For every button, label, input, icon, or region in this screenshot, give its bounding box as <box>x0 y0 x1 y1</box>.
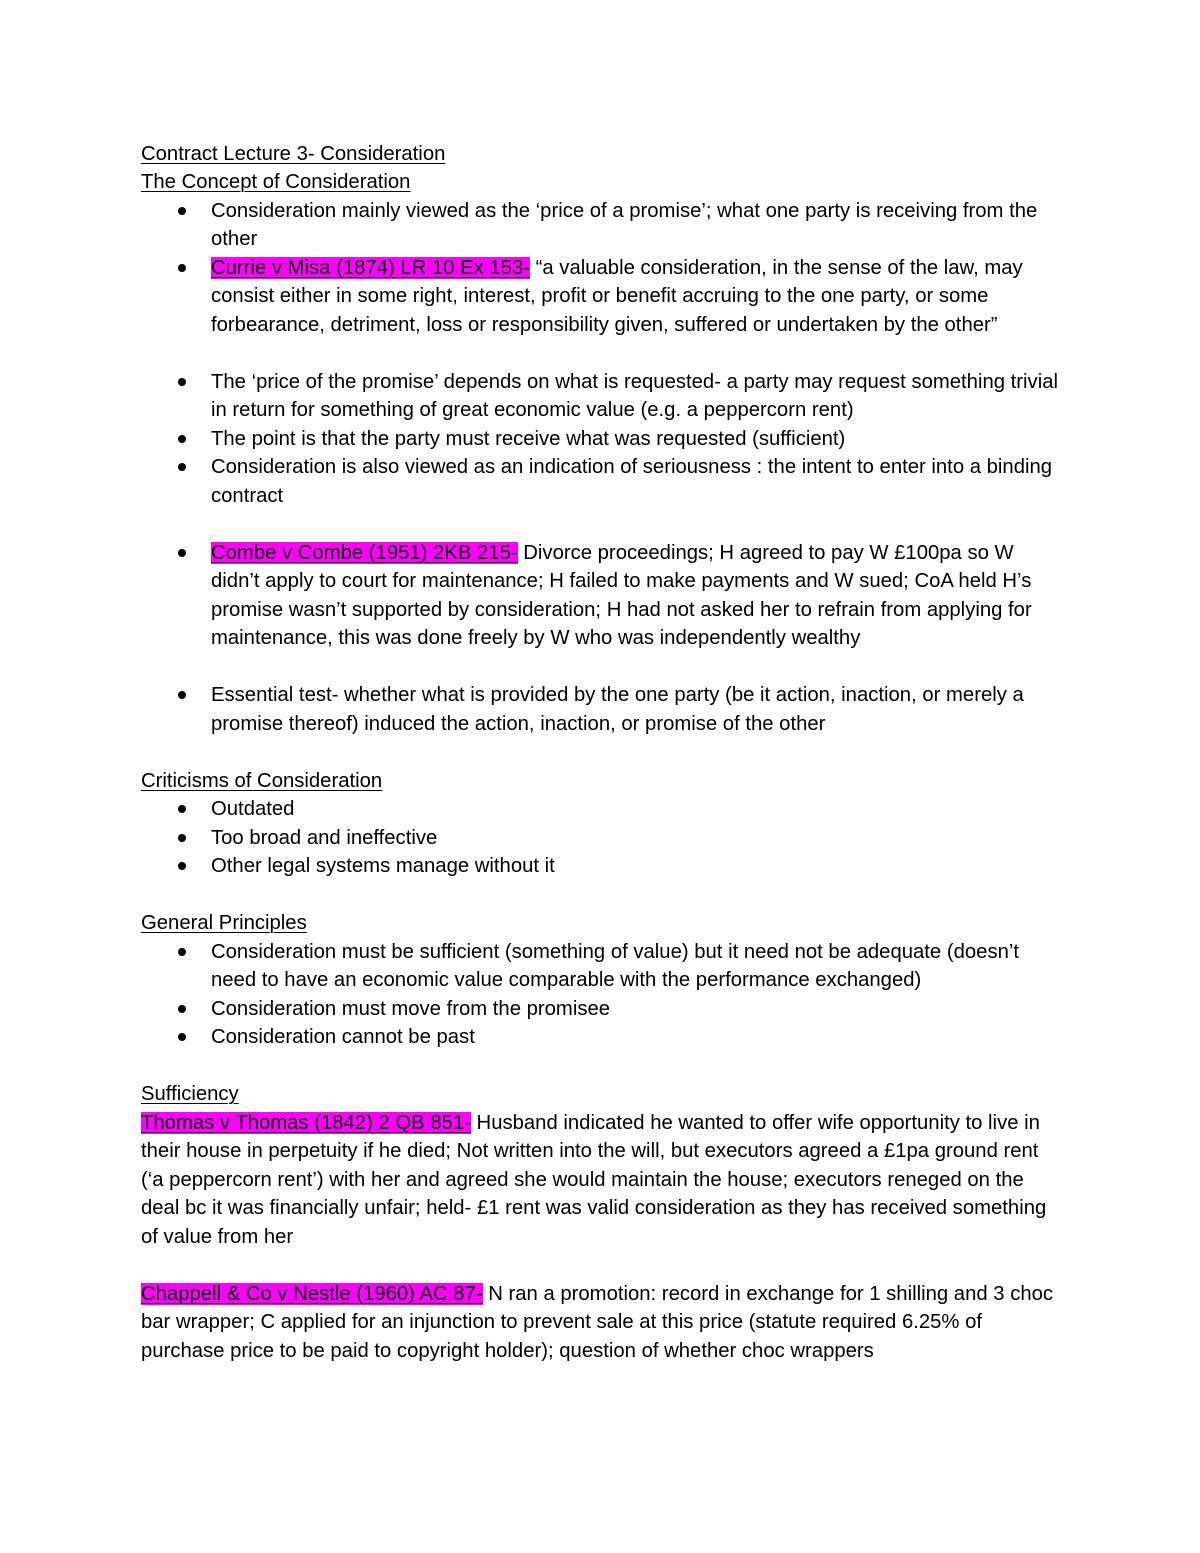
item-text: “a valuable consideration, in the sense of the law, may consist either in some right, interest, profit or benefit accruing to the one party, or some forbearance, detriment, loss or responsibility given, suffered or undertaken by the other” <box>211 256 1023 336</box>
bullet-icon <box>178 691 186 699</box>
item-text: Consideration must move from the promisee <box>211 997 611 1020</box>
concept-list <box>141 539 1066 653</box>
item-text: Consideration cannot be past <box>211 1026 475 1048</box>
section-heading-principles: General Principles <box>141 912 307 934</box>
blank-line <box>141 653 1066 682</box>
section-heading-sufficiency: Sufficiency <box>141 1083 239 1105</box>
item-text: Consideration must be sufficient (something of value) but it need not be adequate (doesn’t need to have an economic value comparable with the performance exchanged) <box>211 940 1020 991</box>
principles-list <box>141 938 1066 1052</box>
criticisms-list <box>141 795 1066 881</box>
blank-line <box>141 881 1066 910</box>
list-item <box>141 453 1066 510</box>
item-text: Divorce proceedings; H agreed to pay W £100pa so W didn’t apply to court for maintenance; H failed to make payments and W sued; CoA held H’s promise wasn’t supported by consideration; H had not asked her to refrain from applying for maintenance, this was done freely by W who was independently wealthy <box>211 541 1032 649</box>
item-text: The ‘price of the promise’ depends on what is requested- a party may request something trivial in return for something of great economic value (e.g. a peppercorn rent) <box>211 370 1058 421</box>
list-item <box>141 539 1066 653</box>
list-item <box>141 254 1066 340</box>
bullet-icon <box>178 834 186 842</box>
list-item <box>141 824 1066 853</box>
list-item <box>141 852 1066 881</box>
paragraph-text: Husband indicated he wanted to offer wife opportunity to live in their house in perpetuity if he died; Not written into the will, but executors agreed a £1pa ground rent (‘a peppercorn rent’) with her and agreed she would maintain the house; executors reneged on the deal bc it was financially unfair; held- £1 rent was valid consideration as they has received something of value from her <box>141 1111 1047 1248</box>
blank-line <box>141 339 1066 368</box>
document-title: Contract Lecture 3- Consideration <box>141 142 446 165</box>
bullet-icon <box>178 378 186 386</box>
item-text: Other legal systems manage without it <box>211 855 555 877</box>
item-text: Consideration mainly viewed as the ‘price of a promise’; what one party is receiving from the other <box>211 199 1038 250</box>
list-item <box>141 938 1066 995</box>
item-text: Outdated <box>211 798 295 820</box>
case-citation: Currie v Misa (1874) LR 10 Ex 153- <box>211 256 530 279</box>
section-heading-concept: The Concept of Consideration <box>141 171 411 193</box>
case-citation: Thomas v Thomas (1842) 2 QB 851- <box>141 1111 471 1134</box>
list-item <box>141 1023 1066 1052</box>
bullet-icon <box>178 264 186 272</box>
bullet-icon <box>178 805 186 813</box>
bullet-icon <box>178 207 186 215</box>
document-body <box>141 140 1066 1366</box>
concept-list <box>141 681 1066 738</box>
list-item <box>141 425 1066 454</box>
case-citation: Combe v Combe (1951) 2KB 215- <box>211 541 518 564</box>
concept-list <box>141 368 1066 511</box>
list-item <box>141 681 1066 738</box>
list-item <box>141 368 1066 425</box>
blank-line <box>141 738 1066 767</box>
blank-line <box>141 1052 1066 1081</box>
concept-list <box>141 197 1066 340</box>
bullet-icon <box>178 435 186 443</box>
bullet-icon <box>178 549 186 557</box>
item-text: Essential test- whether what is provided by the one party (be it action, inaction, or merely a promise thereof) induced the action, inaction, or promise of the other <box>211 684 1024 735</box>
bullet-icon <box>178 1005 186 1013</box>
blank-line <box>141 1251 1066 1280</box>
item-text: Consideration is also viewed as an indication of seriousness : the intent to enter into a binding contract <box>211 456 1053 507</box>
bullet-icon <box>178 1033 186 1041</box>
item-text: The point is that the party must receive what was requested (sufficient) <box>211 427 846 450</box>
blank-line <box>141 510 1066 539</box>
bullet-icon <box>178 862 186 870</box>
section-heading-criticisms: Criticisms of Consideration <box>141 769 383 792</box>
case-paragraph <box>141 1280 1066 1366</box>
paragraph-text: N ran a promotion: record in exchange for 1 shilling and 3 choc bar wrapper; C applied for an injunction to prevent sale at this price (statute required 6.25% of purchase price to be paid to copyright holder); question of whether choc wrappers <box>141 1282 1054 1362</box>
list-item <box>141 197 1066 254</box>
item-text: Too broad and ineffective <box>211 826 438 849</box>
bullet-icon <box>178 463 186 471</box>
list-item <box>141 995 1066 1024</box>
case-paragraph <box>141 1109 1066 1252</box>
case-citation: Chappell & Co v Nestle (1960) AC 87- <box>141 1282 483 1305</box>
list-item <box>141 795 1066 824</box>
bullet-icon <box>178 948 186 956</box>
